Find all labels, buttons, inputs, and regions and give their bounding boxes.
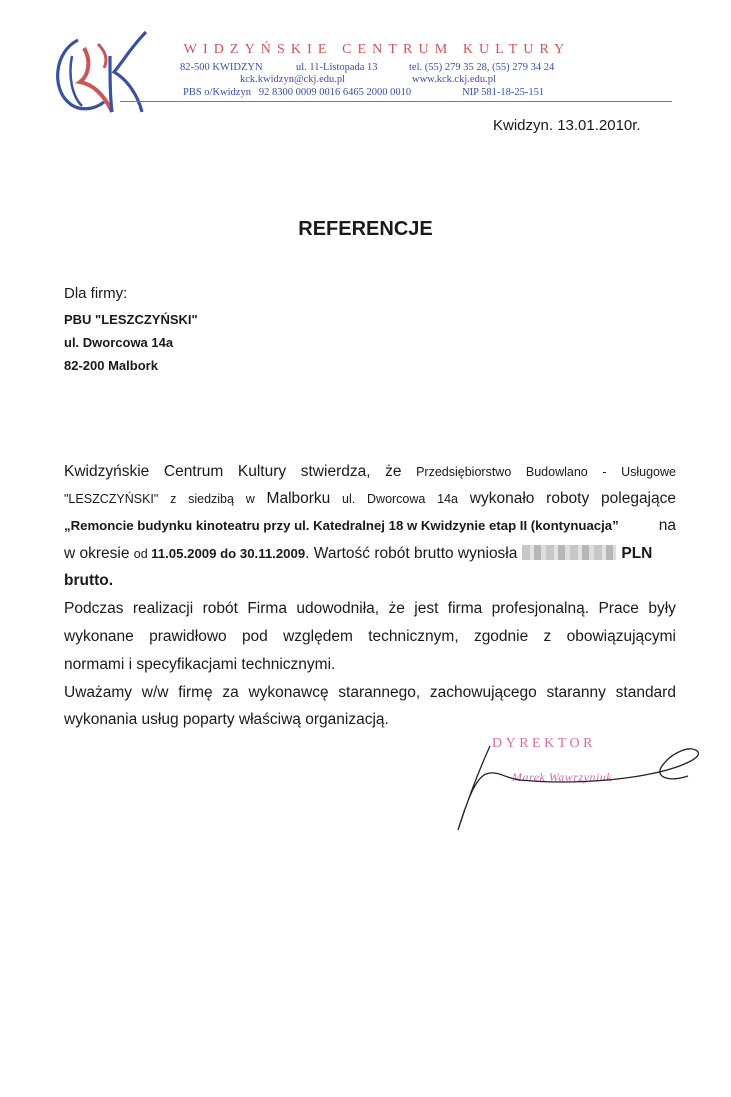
p2-line-3: normami i specyfikacjami technicznymi.: [64, 656, 336, 673]
body-text: Prace: [598, 600, 639, 617]
body-text: z: [543, 628, 552, 645]
body-text: z: [170, 492, 177, 506]
recipient-label: Dla firmy:: [64, 285, 128, 302]
p2-line-1: [64, 600, 676, 618]
body-text: Usługowe: [621, 465, 676, 479]
body-text: realizacji: [132, 600, 194, 617]
nip-number: NIP 581-18-25-151: [462, 87, 545, 98]
body-text: że: [385, 463, 402, 480]
body-text: staranny: [546, 684, 606, 701]
stamp-name: Marek Wawrzyniuk: [512, 770, 613, 784]
body-text: wykonawcę: [248, 684, 329, 701]
body-text: prawidłowo: [149, 628, 227, 645]
stamp-title: DYREKTOR: [492, 736, 596, 751]
body-text: jest: [414, 600, 439, 617]
recipient-street: ul. Dworcowa 14a: [64, 335, 174, 350]
redacted-amount: [522, 545, 616, 560]
body-text: roboty: [546, 490, 590, 507]
body-text: technicznym,: [368, 628, 459, 645]
kck-logo: [48, 26, 152, 118]
p3-line-2: wykonania usług poparty właściwą organizacją.: [64, 711, 389, 728]
body-text: na: [658, 517, 676, 534]
body-text: Uważamy: [64, 684, 133, 701]
work-description: „Remoncie budynku kinoteatru przy ul. Katedralnej 18 w Kwidzynie etap II (kontynuacja”: [64, 518, 619, 533]
body-text: zachowującego: [429, 684, 537, 701]
body-text: w okresie: [64, 545, 134, 562]
street-address: ul. 11-Listopada 13: [296, 62, 378, 73]
body-text: profesjonalną.: [491, 600, 590, 617]
body-text: Budowlano: [525, 465, 588, 479]
body-text: firmę: [178, 684, 213, 701]
body-line-2: [64, 490, 676, 508]
handwritten-signature: [440, 738, 720, 838]
body-text: że: [388, 600, 405, 617]
body-text: Dworcowa: [367, 492, 426, 506]
institution-name: WIDZYŃSKIE CENTRUM KULTURY: [183, 42, 571, 57]
recipient-company: PBU "LESZCZYŃSKI": [64, 312, 198, 327]
letter-date: Kwidzyn. 13.01.2010r.: [493, 117, 641, 134]
body-text: standard: [615, 684, 676, 701]
currency: PLN: [621, 545, 653, 562]
body-text: starannego,: [338, 684, 421, 701]
body-text: obowiązującymi: [566, 628, 676, 645]
body-text: siedzibą: [188, 492, 234, 506]
body-text: wykonane: [64, 628, 134, 645]
p2-line-2: [64, 628, 676, 646]
body-text: Centrum: [163, 463, 224, 480]
document-title: REFERENCJE: [298, 218, 433, 240]
body-text: pod: [241, 628, 268, 645]
body-text: udowodniła,: [296, 600, 380, 617]
phone-numbers: tel. (55) 279 35 28, (55) 279 34 24: [409, 62, 555, 73]
body-text: Przedsiębiorstwo: [416, 465, 512, 479]
body-text: Kwidzyńskie: [64, 463, 150, 480]
postal-code: 82-500 KWIDZYN: [180, 62, 263, 73]
body-text: polegające: [601, 490, 676, 507]
body-text: Firma: [247, 600, 287, 617]
body-text: były: [648, 600, 676, 617]
body-line-4: [64, 545, 676, 563]
body-text: . Wartość robót brutto wyniosła: [305, 545, 518, 562]
website: www.kck.ckj.edu.pl: [412, 74, 496, 85]
recipient-city: 82-200 Malbork: [64, 358, 158, 373]
body-text: za: [222, 684, 239, 701]
body-text: -: [602, 465, 607, 479]
body-text: w/w: [141, 684, 169, 701]
body-text: od: [133, 547, 152, 561]
letterhead-divider: [120, 101, 672, 102]
body-text: ul.: [342, 492, 356, 506]
p3-line-1: [64, 684, 676, 702]
body-text: firma: [447, 600, 483, 617]
body-line-5: brutto.: [64, 572, 114, 589]
body-text: w: [245, 492, 255, 506]
email-address: kck.kwidzyn@ckj.edu.pl: [240, 74, 346, 85]
body-text: zgodnie: [473, 628, 529, 645]
body-text: 14a: [437, 492, 458, 506]
body-text: Kultury: [237, 463, 287, 480]
body-text: robót: [202, 600, 238, 617]
body-text: wykonało: [469, 490, 535, 507]
body-line-1: [64, 463, 676, 481]
body-line-3: [64, 517, 676, 535]
work-period: 11.05.2009 do 30.11.2009: [151, 546, 306, 561]
body-text: Podczas: [64, 600, 124, 617]
body-text: Malborku: [266, 490, 331, 507]
bank-account: PBS o/Kwidzyn 92 8300 0009 0016 6465 2000 0010: [183, 87, 412, 98]
body-text: "LESZCZYŃSKI": [64, 492, 159, 506]
body-text: względem: [283, 628, 353, 645]
body-text: stwierdza,: [300, 463, 371, 480]
